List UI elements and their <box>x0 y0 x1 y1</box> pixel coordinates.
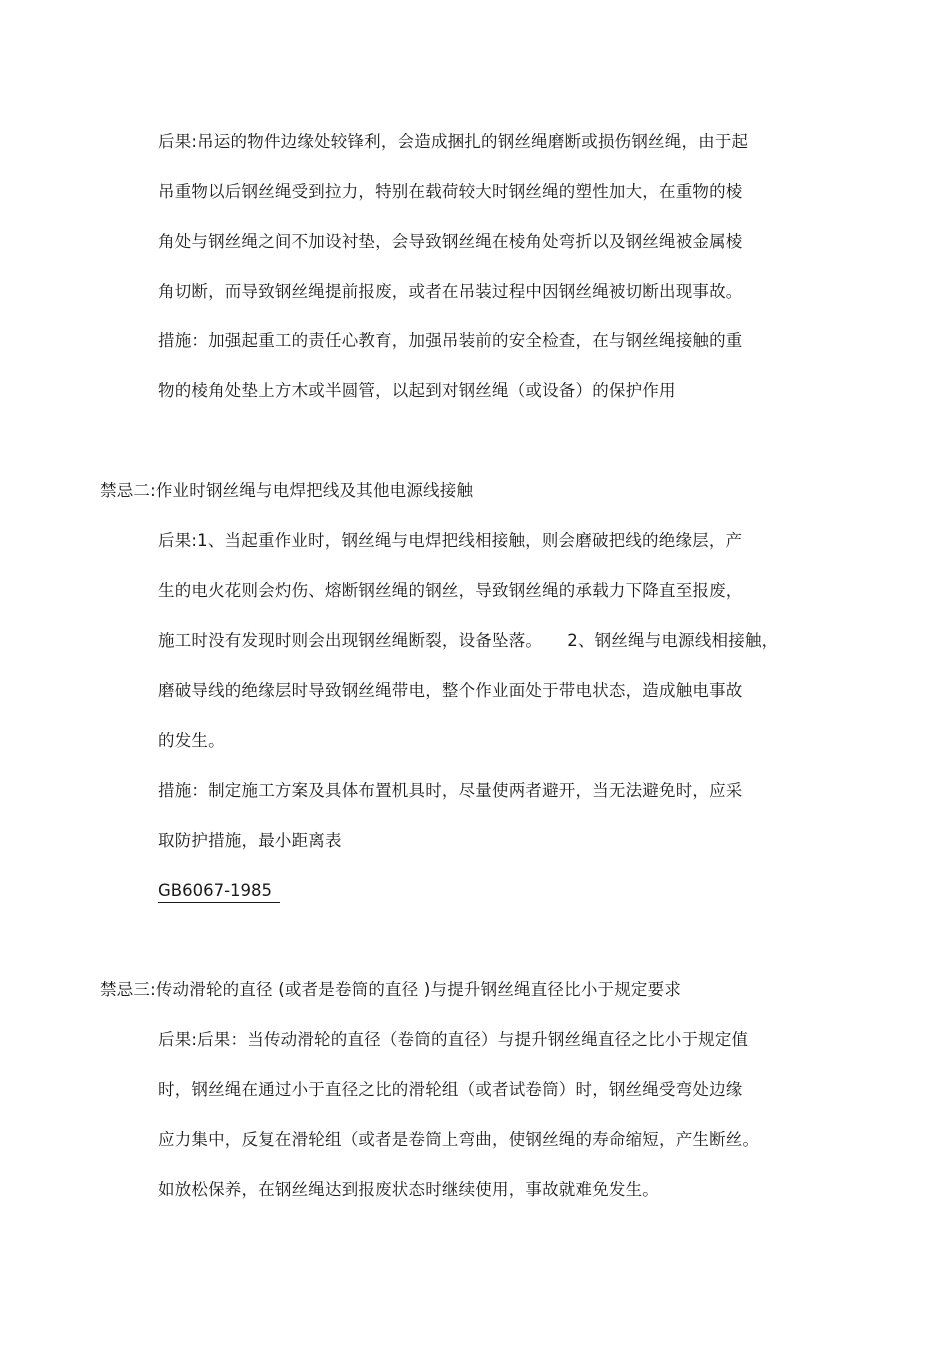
section2-measures-line-2: 取防护措施，最小距离表 <box>158 831 342 850</box>
standard-reference: GB6067-1985 <box>158 880 280 903</box>
section2-heading: 禁忌二:作业时钢丝绳与电焊把线及其他电源线接触 <box>100 481 474 500</box>
section1-consequence-line-4: 角切断，而导致钢丝绳提前报废，或者在吊装过程中因钢丝绳被切断出现事故。 <box>158 282 743 301</box>
section1-consequence-line-3: 角处与钢丝绳之间不加设衬垫，会导致钢丝绳在棱角处弯折以及钢丝绳被金属棱 <box>158 232 743 251</box>
section2-consequence-line-2: 生的电火花则会灼伤、熔断钢丝绳的钢丝，导致钢丝绳的承载力下降直至报废， <box>158 581 743 600</box>
section2-measures-line-1: 措施：制定施工方案及具体布置机具时，尽量使两者避开，当无法避免时，应采 <box>158 781 743 800</box>
section3-consequence-line-4: 如放松保养，在钢丝绳达到报废状态时继续使用，事故就难免发生。 <box>158 1180 659 1199</box>
section1-measures-line-1: 措施：加强起重工的责任心教育，加强吊装前的安全检查，在与钢丝绳接触的重 <box>158 331 743 350</box>
section3-consequence-line-1: 后果:后果：当传动滑轮的直径（卷筒的直径）与提升钢丝绳直径之比小于规定值 <box>158 1030 749 1049</box>
section3-consequence-line-3: 应力集中，反复在滑轮组（或者是卷筒上弯曲，使钢丝绳的寿命缩短，产生断丝。 <box>158 1130 760 1149</box>
section2-consequence-line-4: 磨破导线的绝缘层时导致钢丝绳带电，整个作业面处于带电状态，造成触电事故 <box>158 681 743 700</box>
section3-heading: 禁忌三:传动滑轮的直径 (或者是卷筒的直径 )与提升钢丝绳直径比小于规定要求 <box>100 980 682 999</box>
section2-consequence-line-3: 施工时没有发现时则会出现钢丝绳断裂，设备坠落。 2、钢丝绳与电源线相接触， <box>158 631 779 650</box>
section1-consequence-line-2: 吊重物以后钢丝绳受到拉力，特别在载荷较大时钢丝绳的塑性加大，在重物的棱 <box>158 182 743 201</box>
section1-measures-line-2: 物的棱角处垫上方木或半圆管，以起到对钢丝绳（或设备）的保护作用 <box>158 381 676 400</box>
section2-consequence-line-1: 后果:1、当起重作业时，钢丝绳与电焊把线相接触，则会磨破把线的绝缘层，产 <box>158 531 743 550</box>
section1-consequence-line-1: 后果:吊运的物件边缘处较锋利，会造成捆扎的钢丝绳磨断或损伤钢丝绳，由于起 <box>158 132 749 151</box>
section2-consequence-line-5: 的发生。 <box>158 731 225 750</box>
section3-consequence-line-2: 时，钢丝绳在通过小于直径之比的滑轮组（或者试卷筒）时，钢丝绳受弯处边缘 <box>158 1080 743 1099</box>
